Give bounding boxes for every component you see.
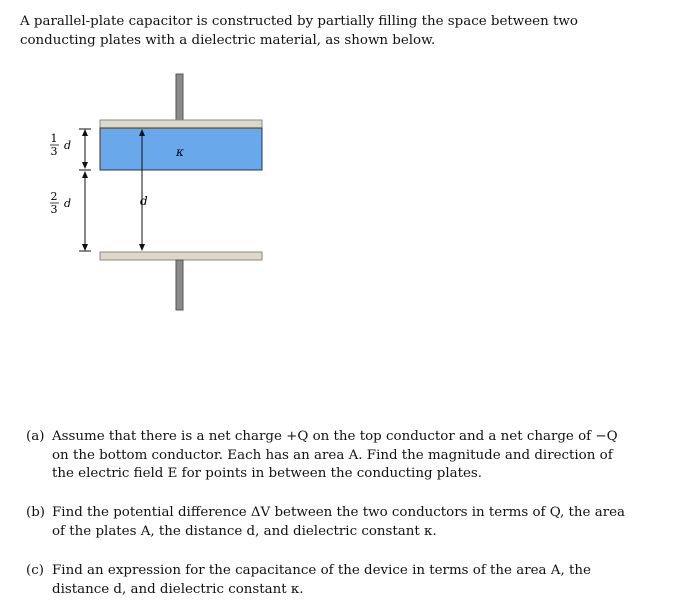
top-lead [176,74,183,120]
svg-text:d: d [64,197,72,210]
svg-text:3: 3 [50,145,58,158]
problem-intro: A parallel-plate capacitor is constructed by partially filling the space between two conducting plates with a dielectric material, as shown below. [20,14,578,48]
bottom-plate [100,252,262,260]
part-b-text: Find the potential difference ΔV between the two conductors in terms of Q, the area of the plates A, the distance d, and dielectric constant κ. [52,505,626,539]
part-a-text: Assume that there is a net charge +Q on the top conductor and a net charge of −Q on the bottom conductor. Each has an area A. Find the magnitude and direction of the electric field E for points in between the conducting plates. [52,429,618,481]
part-b-label: (b) [26,505,46,520]
fraction-two-thirds-d [50,190,71,216]
svg-text:1: 1 [50,132,58,145]
svg-text:d: d [64,139,72,152]
part-a [26,428,626,484]
part-b [26,504,626,541]
center-d-label: d [140,194,148,208]
svg-text:2: 2 [50,190,58,203]
part-c-label: (c) [26,563,44,578]
part-a-label: (a) [26,429,45,444]
part-c-text: Find an expression for the capacitance of the device in terms of the area A, the distance d, and dielectric constant κ. [52,563,591,597]
bottom-lead [176,260,183,310]
part-c [26,562,626,599]
top-plate [100,120,262,128]
top-third-arrow [82,129,88,136]
kappa-label: κ [176,145,184,159]
fraction-one-third-d [50,132,71,158]
bottom-two-thirds-arrow [82,171,88,178]
svg-text:3: 3 [50,203,58,216]
capacitor-diagram [40,68,280,318]
